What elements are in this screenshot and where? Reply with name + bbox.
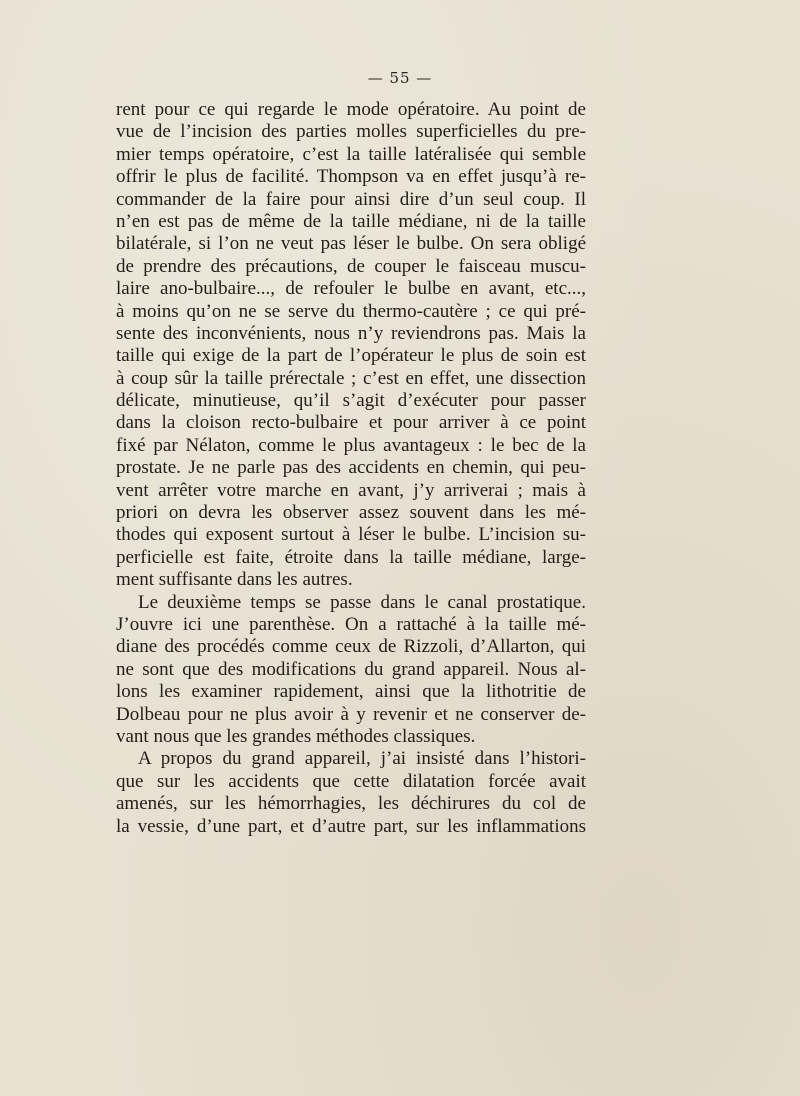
paragraph-3 [116, 748, 586, 838]
text-line: délicate, minutieuse, qu’il s’agit d’exécuter pour passer [116, 390, 586, 412]
text-line: rent pour ce qui regarde le mode opératoire. Au point de [116, 99, 586, 120]
text-line: diane des procédés comme ceux de Rizzoli, d’Allarton, qui [116, 636, 586, 658]
text-line: commander de la faire pour ainsi dire d’un seul coup. Il [116, 188, 586, 210]
text-line: mier temps opératoire, c’est la taille latéralisée qui semble [116, 143, 586, 165]
text-line: la vessie, d’une part, et d’autre part, sur les inflammations [116, 815, 586, 837]
body-text [116, 99, 586, 838]
text-line: n’en est pas de même de la taille médiane, ni de la taille [116, 210, 586, 232]
text-line: vant nous que les grandes méthodes classiques. [116, 725, 476, 747]
text-line: perficielle est faite, étroite dans la taille médiane, large- [116, 546, 586, 568]
text-line: de prendre des précautions, de couper le faisceau muscu- [116, 255, 586, 277]
text-line: vent arrêter votre marche en avant, j’y arriverai ; mais à [116, 479, 586, 501]
text-line: offrir le plus de facilité. Thompson va en effet jusqu’à re- [116, 166, 586, 188]
text-line: que sur les accidents que cette dilatation forcée avait [116, 770, 586, 792]
text-line: sente des inconvénients, nous n’y reviendrons pas. Mais la [116, 322, 586, 344]
text-line: prostate. Je ne parle pas des accidents en chemin, qui peu- [116, 457, 586, 479]
text-line: lons les examiner rapidement, ainsi que la lithotritie de [116, 681, 586, 703]
text-line: amenés, sur les hémorrhagies, les déchirures du col de [116, 793, 586, 815]
text-line: J’ouvre ici une parenthèse. On a rattaché à la taille mé- [116, 613, 586, 635]
text-line: A propos du grand appareil, j’ai insisté dans l’histori- [138, 748, 586, 770]
text-line: dans la cloison recto-bulbaire et pour arriver à ce point [116, 412, 586, 434]
text-line: priori on devra les observer assez souvent dans les mé- [116, 502, 586, 524]
paragraph-2 [116, 592, 586, 749]
text-line: Dolbeau pour ne plus avoir à y revenir et ne conserver de- [116, 703, 586, 725]
text-line: à coup sûr la taille prérectale ; c’est en effet, une dissection [116, 367, 586, 389]
text-line: taille qui exige de la part de l’opérateur le plus de soin est [116, 345, 586, 367]
text-line: Le deuxième temps se passe dans le canal prostatique. [138, 591, 586, 613]
text-line: fixé par Nélaton, comme le plus avantageux : le bec de la [116, 434, 586, 456]
text-line: bilatérale, si l’on ne veut pas léser le bulbe. On sera obligé [116, 233, 586, 255]
text-line: à moins qu’on ne se serve du thermo-cautère ; ce qui pré- [116, 300, 586, 322]
text-line: ment suffisante dans les autres. [116, 569, 353, 591]
text-line: laire ano-bulbaire..., de refouler le bulbe en avant, etc..., [116, 278, 586, 300]
text-line: vue de l’incision des parties molles superficielles du pre- [116, 121, 586, 143]
text-line: thodes qui exposent surtout à léser le bulbe. L’incision su- [116, 524, 586, 546]
paragraph-1 [116, 99, 586, 592]
text-line: ne sont que des modifications du grand appareil. Nous al- [116, 658, 586, 680]
page-number: — 55 — [367, 69, 433, 87]
